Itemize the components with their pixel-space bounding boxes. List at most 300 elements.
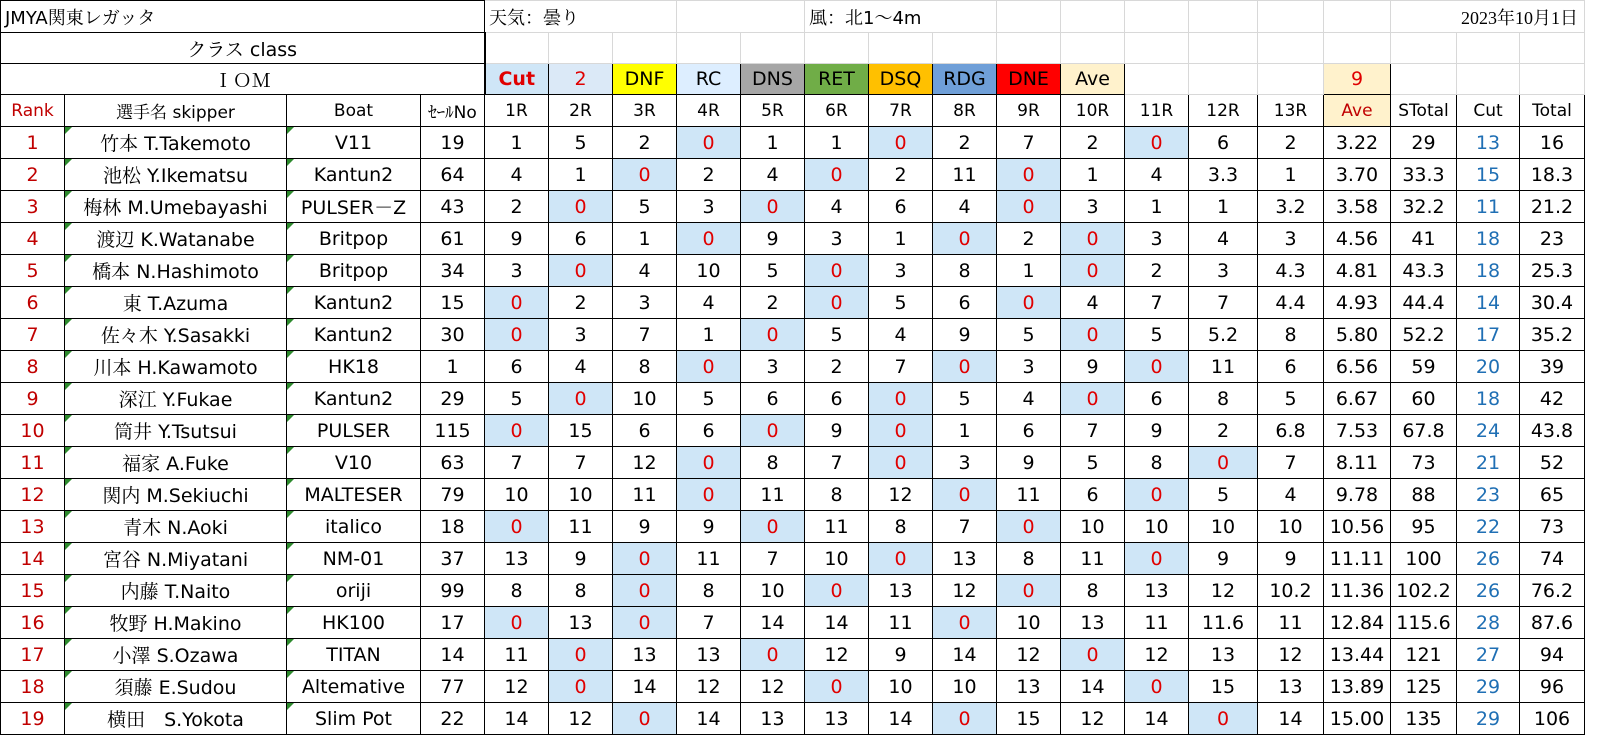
race-2-cell: 0: [549, 191, 613, 223]
stotal-cell: 44.4: [1391, 287, 1457, 319]
race-2-cell: 4: [549, 351, 613, 383]
cut-cell: 22: [1457, 511, 1520, 543]
race-1-cell: 3: [485, 255, 549, 287]
race-4-cell: 0: [677, 127, 741, 159]
skipper-cell: 竹本 T.Takemoto: [65, 127, 287, 159]
boat-cell: Kantun2: [287, 159, 421, 191]
table-row: [1, 511, 1585, 543]
race-5-cell: 0: [741, 415, 805, 447]
header-0: Rank: [1, 95, 65, 127]
race-11-cell: 0: [1125, 351, 1189, 383]
rank-cell: 16: [1, 607, 65, 639]
header-11: 8R: [933, 95, 997, 127]
table-row: [1, 703, 1585, 735]
sail-no-cell: 1: [421, 351, 485, 383]
cut-cell: 18: [1457, 223, 1520, 255]
race-5-cell: 4: [741, 159, 805, 191]
race-12-cell: 5: [1189, 479, 1258, 511]
race-12-cell: 3: [1189, 255, 1258, 287]
race-13-cell: 1: [1258, 159, 1324, 191]
race-1-cell: 4: [485, 159, 549, 191]
header-16: 13R: [1258, 95, 1324, 127]
stotal-cell: 41: [1391, 223, 1457, 255]
boat-cell: oriji: [287, 575, 421, 607]
race-2-cell: 1: [549, 159, 613, 191]
race-12-cell: 4: [1189, 223, 1258, 255]
race-3-cell: 9: [613, 511, 677, 543]
race-11-cell: 13: [1125, 575, 1189, 607]
race-8-cell: 0: [933, 479, 997, 511]
race-11-cell: 8: [1125, 447, 1189, 479]
race-8-cell: 6: [933, 287, 997, 319]
header-9: 6R: [805, 95, 869, 127]
race-4-cell: 0: [677, 351, 741, 383]
race-5-cell: 0: [741, 319, 805, 351]
race-2-cell: 10: [549, 479, 613, 511]
sail-no-cell: 34: [421, 255, 485, 287]
race-8-cell: 0: [933, 223, 997, 255]
race-9-cell: 10: [997, 607, 1061, 639]
stotal-cell: 60: [1391, 383, 1457, 415]
race-8-cell: 3: [933, 447, 997, 479]
race-2-cell: 3: [549, 319, 613, 351]
total-cell: 25.3: [1520, 255, 1585, 287]
race-6-cell: 12: [805, 639, 869, 671]
total-cell: 18.3: [1520, 159, 1585, 191]
race-6-cell: 5: [805, 319, 869, 351]
skipper-cell: 小澤 S.Ozawa: [65, 639, 287, 671]
race-2-cell: 5: [549, 127, 613, 159]
race-6-cell: 2: [805, 351, 869, 383]
race-13-cell: 14: [1258, 703, 1324, 735]
race-13-cell: 8: [1258, 319, 1324, 351]
race-1-cell: 0: [485, 607, 549, 639]
race-3-cell: 11: [613, 479, 677, 511]
sail-no-cell: 30: [421, 319, 485, 351]
boat-cell: NM-01: [287, 543, 421, 575]
race-2-cell: 6: [549, 223, 613, 255]
race-3-cell: 14: [613, 671, 677, 703]
race-9-cell: 4: [997, 383, 1061, 415]
race-10-cell: 1: [1061, 159, 1125, 191]
race-6-cell: 0: [805, 671, 869, 703]
ave-cell: 4.81: [1324, 255, 1391, 287]
race-4-cell: 6: [677, 415, 741, 447]
stotal-cell: 33.3: [1391, 159, 1457, 191]
race-7-cell: 14: [869, 703, 933, 735]
total-cell: 65: [1520, 479, 1585, 511]
legend-dsq: DSQ: [869, 64, 933, 95]
sail-no-cell: 63: [421, 447, 485, 479]
skipper-cell: 青木 N.Aoki: [65, 511, 287, 543]
race-4-cell: 8: [677, 575, 741, 607]
race-2-cell: 13: [549, 607, 613, 639]
race-1-cell: 8: [485, 575, 549, 607]
sail-no-cell: 64: [421, 159, 485, 191]
race-6-cell: 0: [805, 575, 869, 607]
empty-cell: [1125, 64, 1189, 95]
race-9-cell: 2: [997, 223, 1061, 255]
header-12: 9R: [997, 95, 1061, 127]
ave-cell: 5.80: [1324, 319, 1391, 351]
boat-cell: Kantun2: [287, 319, 421, 351]
race-13-cell: 12: [1258, 639, 1324, 671]
ave-cell: 15.00: [1324, 703, 1391, 735]
table-row: [1, 383, 1585, 415]
race-8-cell: 0: [933, 351, 997, 383]
race-8-cell: 13: [933, 543, 997, 575]
table-row: [1, 159, 1585, 191]
cut-cell: 17: [1457, 319, 1520, 351]
stotal-cell: 43.3: [1391, 255, 1457, 287]
stotal-cell: 32.2: [1391, 191, 1457, 223]
race-3-cell: 0: [613, 703, 677, 735]
cut-cell: 20: [1457, 351, 1520, 383]
race-10-cell: 11: [1061, 543, 1125, 575]
rank-cell: 7: [1, 319, 65, 351]
race-8-cell: 4: [933, 191, 997, 223]
table-row: [1, 127, 1585, 159]
race-12-cell: 0: [1189, 447, 1258, 479]
race-5-cell: 11: [741, 479, 805, 511]
cut-cell: 27: [1457, 639, 1520, 671]
total-cell: 96: [1520, 671, 1585, 703]
sail-no-cell: 15: [421, 287, 485, 319]
race-4-cell: 0: [677, 223, 741, 255]
rank-cell: 18: [1, 671, 65, 703]
race-4-cell: 10: [677, 255, 741, 287]
race-5-cell: 12: [741, 671, 805, 703]
skipper-cell: 筒井 Y.Tsutsui: [65, 415, 287, 447]
race-9-cell: 9: [997, 447, 1061, 479]
race-4-cell: 5: [677, 383, 741, 415]
boat-cell: V11: [287, 127, 421, 159]
ave-cell: 9.78: [1324, 479, 1391, 511]
race-7-cell: 5: [869, 287, 933, 319]
boat-cell: HK18: [287, 351, 421, 383]
total-cell: 42: [1520, 383, 1585, 415]
stotal-cell: 100: [1391, 543, 1457, 575]
race-10-cell: 6: [1061, 479, 1125, 511]
race-12-cell: 10: [1189, 511, 1258, 543]
stotal-cell: 59: [1391, 351, 1457, 383]
table-row: [1, 575, 1585, 607]
stotal-cell: 102.2: [1391, 575, 1457, 607]
legend-2: 2: [549, 64, 613, 95]
legend-dne: DNE: [997, 64, 1061, 95]
race-9-cell: 6: [997, 415, 1061, 447]
race-12-cell: 2: [1189, 415, 1258, 447]
race-6-cell: 10: [805, 543, 869, 575]
race-6-cell: 14: [805, 607, 869, 639]
sail-no-cell: 79: [421, 479, 485, 511]
rank-cell: 3: [1, 191, 65, 223]
stotal-cell: 52.2: [1391, 319, 1457, 351]
race-4-cell: 9: [677, 511, 741, 543]
skipper-cell: 東 T.Azuma: [65, 287, 287, 319]
race-8-cell: 7: [933, 511, 997, 543]
race-4-cell: 12: [677, 671, 741, 703]
race-11-cell: 12: [1125, 639, 1189, 671]
race-7-cell: 0: [869, 383, 933, 415]
race-7-cell: 3: [869, 255, 933, 287]
race-3-cell: 7: [613, 319, 677, 351]
race-9-cell: 11: [997, 479, 1061, 511]
total-cell: 23: [1520, 223, 1585, 255]
race-10-cell: 12: [1061, 703, 1125, 735]
legend-ret: RET: [805, 64, 869, 95]
race-9-cell: 0: [997, 287, 1061, 319]
race-1-cell: 5: [485, 383, 549, 415]
race-1-cell: 0: [485, 319, 549, 351]
race-7-cell: 4: [869, 319, 933, 351]
ave-cell: 12.84: [1324, 607, 1391, 639]
boat-cell: MALTESER: [287, 479, 421, 511]
header-15: 12R: [1189, 95, 1258, 127]
race-12-cell: 11.6: [1189, 607, 1258, 639]
skipper-cell: 池松 Y.Ikematsu: [65, 159, 287, 191]
ave-cell: 13.89: [1324, 671, 1391, 703]
race-3-cell: 3: [613, 287, 677, 319]
race-5-cell: 0: [741, 191, 805, 223]
race-7-cell: 7: [869, 351, 933, 383]
race-13-cell: 13: [1258, 671, 1324, 703]
race-10-cell: 2: [1061, 127, 1125, 159]
skipper-cell: 牧野 H.Makino: [65, 607, 287, 639]
wind-text: 風：北1〜4m: [805, 1, 997, 33]
cut-cell: 18: [1457, 255, 1520, 287]
sail-no-cell: 37: [421, 543, 485, 575]
race-13-cell: 3.2: [1258, 191, 1324, 223]
skipper-cell: 橋本 N.Hashimoto: [65, 255, 287, 287]
race-5-cell: 9: [741, 223, 805, 255]
legend-dns: DNS: [741, 64, 805, 95]
boat-cell: Britpop: [287, 223, 421, 255]
race-12-cell: 15: [1189, 671, 1258, 703]
sail-no-cell: 18: [421, 511, 485, 543]
race-11-cell: 11: [1125, 607, 1189, 639]
race-12-cell: 5.2: [1189, 319, 1258, 351]
boat-cell: Altemative: [287, 671, 421, 703]
total-cell: 73: [1520, 511, 1585, 543]
sail-no-cell: 22: [421, 703, 485, 735]
race-5-cell: 3: [741, 351, 805, 383]
table-row: [1, 319, 1585, 351]
boat-cell: PULSER: [287, 415, 421, 447]
race-7-cell: 0: [869, 447, 933, 479]
race-10-cell: 0: [1061, 319, 1125, 351]
race-4-cell: 2: [677, 159, 741, 191]
race-11-cell: 0: [1125, 543, 1189, 575]
race-4-cell: 11: [677, 543, 741, 575]
cut-cell: 15: [1457, 159, 1520, 191]
race-11-cell: 1: [1125, 191, 1189, 223]
legend-ave-value: 9: [1324, 64, 1391, 95]
stotal-cell: 115.6: [1391, 607, 1457, 639]
total-cell: 94: [1520, 639, 1585, 671]
race-6-cell: 0: [805, 159, 869, 191]
race-8-cell: 5: [933, 383, 997, 415]
race-5-cell: 6: [741, 383, 805, 415]
header-10: 7R: [869, 95, 933, 127]
race-6-cell: 0: [805, 287, 869, 319]
stotal-cell: 121: [1391, 639, 1457, 671]
race-3-cell: 8: [613, 351, 677, 383]
race-13-cell: 11: [1258, 607, 1324, 639]
sail-no-cell: 17: [421, 607, 485, 639]
race-7-cell: 12: [869, 479, 933, 511]
race-6-cell: 8: [805, 479, 869, 511]
cut-cell: 21: [1457, 447, 1520, 479]
race-10-cell: 4: [1061, 287, 1125, 319]
rank-cell: 11: [1, 447, 65, 479]
legend-rdg: RDG: [933, 64, 997, 95]
sail-no-cell: 115: [421, 415, 485, 447]
race-11-cell: 5: [1125, 319, 1189, 351]
race-5-cell: 14: [741, 607, 805, 639]
race-11-cell: 4: [1125, 159, 1189, 191]
header-19: Cut: [1457, 95, 1520, 127]
ave-cell: 7.53: [1324, 415, 1391, 447]
race-3-cell: 0: [613, 159, 677, 191]
stotal-cell: 88: [1391, 479, 1457, 511]
rank-cell: 15: [1, 575, 65, 607]
race-3-cell: 13: [613, 639, 677, 671]
date-text: 2023年10月1日: [1391, 1, 1585, 33]
race-11-cell: 6: [1125, 383, 1189, 415]
race-8-cell: 2: [933, 127, 997, 159]
race-12-cell: 1: [1189, 191, 1258, 223]
class-value: ＩＯＭ: [1, 64, 485, 95]
skipper-cell: 川本 H.Kawamoto: [65, 351, 287, 383]
rank-cell: 10: [1, 415, 65, 447]
boat-cell: TITAN: [287, 639, 421, 671]
race-10-cell: 0: [1061, 255, 1125, 287]
race-2-cell: 0: [549, 671, 613, 703]
legend-rc: RC: [677, 64, 741, 95]
ave-cell: 6.56: [1324, 351, 1391, 383]
race-4-cell: 0: [677, 479, 741, 511]
race-11-cell: 7: [1125, 287, 1189, 319]
race-6-cell: 3: [805, 223, 869, 255]
total-cell: 87.6: [1520, 607, 1585, 639]
race-9-cell: 3: [997, 351, 1061, 383]
total-cell: 35.2: [1520, 319, 1585, 351]
race-1-cell: 11: [485, 639, 549, 671]
skipper-cell: 渡辺 K.Watanabe: [65, 223, 287, 255]
race-11-cell: 14: [1125, 703, 1189, 735]
ave-cell: 6.67: [1324, 383, 1391, 415]
ave-cell: 4.56: [1324, 223, 1391, 255]
race-8-cell: 10: [933, 671, 997, 703]
race-10-cell: 9: [1061, 351, 1125, 383]
race-1-cell: 0: [485, 287, 549, 319]
cut-cell: 24: [1457, 415, 1520, 447]
rank-cell: 4: [1, 223, 65, 255]
race-5-cell: 1: [741, 127, 805, 159]
header-1: 選手名 skipper: [65, 95, 287, 127]
race-10-cell: 0: [1061, 639, 1125, 671]
race-1-cell: 7: [485, 447, 549, 479]
race-1-cell: 1: [485, 127, 549, 159]
rank-cell: 2: [1, 159, 65, 191]
race-4-cell: 3: [677, 191, 741, 223]
race-5-cell: 0: [741, 639, 805, 671]
race-1-cell: 0: [485, 415, 549, 447]
ave-cell: 4.93: [1324, 287, 1391, 319]
total-cell: 39: [1520, 351, 1585, 383]
boat-cell: Slim Pot: [287, 703, 421, 735]
race-4-cell: 13: [677, 639, 741, 671]
race-13-cell: 2: [1258, 127, 1324, 159]
race-5-cell: 13: [741, 703, 805, 735]
race-3-cell: 5: [613, 191, 677, 223]
race-13-cell: 4.4: [1258, 287, 1324, 319]
rank-cell: 6: [1, 287, 65, 319]
race-1-cell: 2: [485, 191, 549, 223]
header-14: 11R: [1125, 95, 1189, 127]
ave-cell: 10.56: [1324, 511, 1391, 543]
race-12-cell: 7: [1189, 287, 1258, 319]
cut-cell: 26: [1457, 575, 1520, 607]
cut-cell: 29: [1457, 703, 1520, 735]
table-row: [1, 543, 1585, 575]
race-6-cell: 6: [805, 383, 869, 415]
race-10-cell: 14: [1061, 671, 1125, 703]
cut-cell: 14: [1457, 287, 1520, 319]
race-5-cell: 5: [741, 255, 805, 287]
race-5-cell: 10: [741, 575, 805, 607]
stotal-cell: 67.8: [1391, 415, 1457, 447]
race-12-cell: 13: [1189, 639, 1258, 671]
race-4-cell: 1: [677, 319, 741, 351]
total-cell: 52: [1520, 447, 1585, 479]
race-12-cell: 12: [1189, 575, 1258, 607]
race-1-cell: 13: [485, 543, 549, 575]
race-3-cell: 0: [613, 607, 677, 639]
rank-cell: 19: [1, 703, 65, 735]
skipper-cell: 横田 S.Yokota: [65, 703, 287, 735]
race-4-cell: 7: [677, 607, 741, 639]
race-11-cell: 10: [1125, 511, 1189, 543]
table-row: [1, 479, 1585, 511]
race-9-cell: 0: [997, 511, 1061, 543]
empty-cell: [1520, 64, 1585, 95]
boat-cell: V10: [287, 447, 421, 479]
race-2-cell: 15: [549, 415, 613, 447]
race-1-cell: 14: [485, 703, 549, 735]
race-2-cell: 7: [549, 447, 613, 479]
race-7-cell: 13: [869, 575, 933, 607]
total-cell: 30.4: [1520, 287, 1585, 319]
race-3-cell: 12: [613, 447, 677, 479]
header-3: ｾｰﾙNo: [421, 95, 485, 127]
race-9-cell: 13: [997, 671, 1061, 703]
total-cell: 16: [1520, 127, 1585, 159]
race-5-cell: 2: [741, 287, 805, 319]
race-8-cell: 0: [933, 703, 997, 735]
legend-cut: Cut: [485, 64, 549, 95]
ave-cell: 3.22: [1324, 127, 1391, 159]
sail-no-cell: 77: [421, 671, 485, 703]
race-8-cell: 1: [933, 415, 997, 447]
race-9-cell: 0: [997, 191, 1061, 223]
race-13-cell: 5: [1258, 383, 1324, 415]
skipper-cell: 宮谷 N.Miyatani: [65, 543, 287, 575]
rank-cell: 5: [1, 255, 65, 287]
race-2-cell: 11: [549, 511, 613, 543]
ave-cell: 3.58: [1324, 191, 1391, 223]
